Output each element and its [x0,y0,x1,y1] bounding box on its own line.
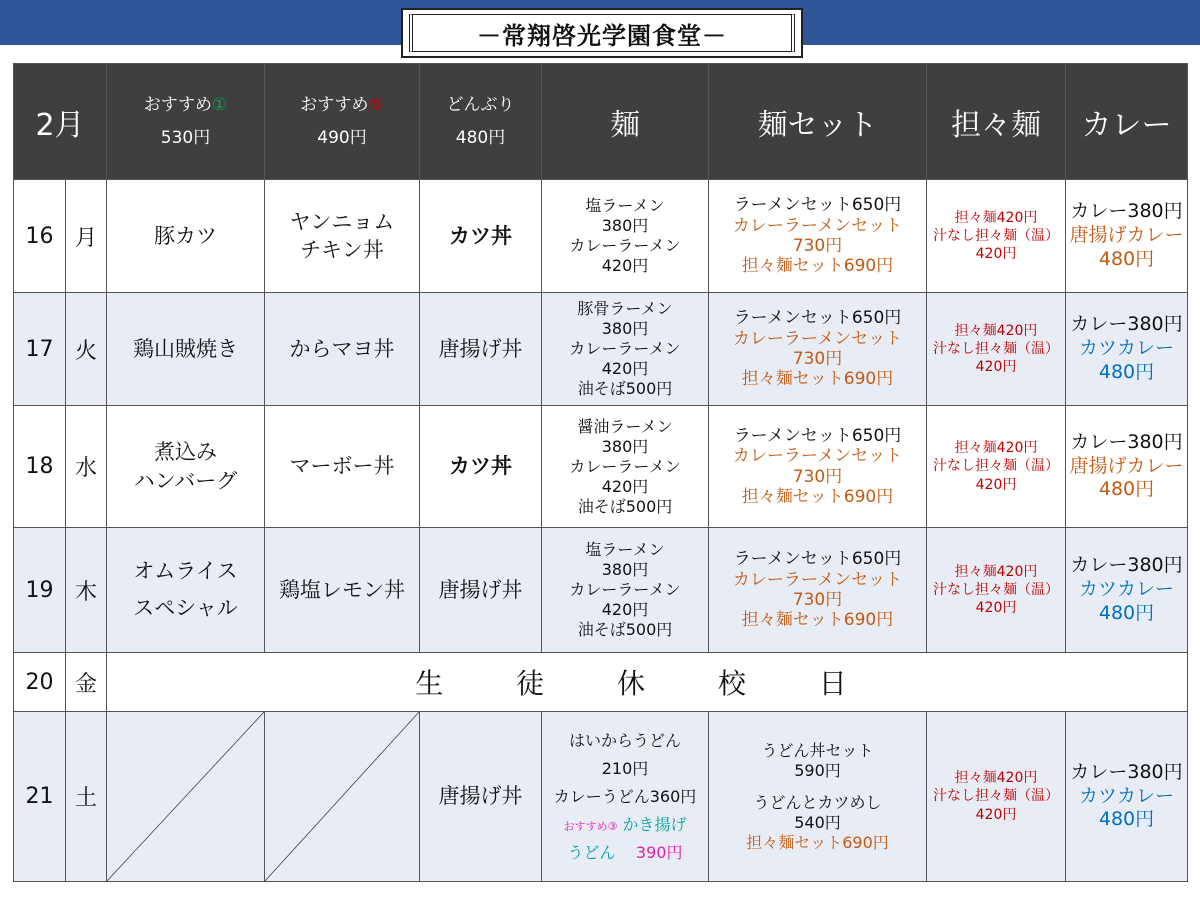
donburi-cell: 唐揚げ丼 [420,712,542,882]
men-item: 醤油ラーメン [577,416,673,436]
osusume5-cell [265,293,420,406]
men-cell [542,528,709,653]
curry-item: 480円 [1098,478,1155,501]
donburi-cell: カツ丼 [420,406,542,528]
curry-item: カツカレー [1078,578,1174,601]
tantan-item: 420円 [975,806,1017,823]
osusume1-dish: 豚カツ [154,223,217,248]
men-item: 塩ラーメン [585,196,665,215]
curry-item: 480円 [1098,808,1155,831]
osusume3-name: かき揚げ [622,814,687,834]
men-item: 豚骨ラーメン [577,299,673,318]
set-item: ラーメンセット650円 [733,308,902,329]
donburi-cell: 唐揚げ丼 [420,293,542,406]
osusume1-empty-cell [107,712,265,882]
osusume5-dish: マーボー丼 [289,454,395,479]
tantan-item: 汁なし担々麺（温） [933,458,1059,475]
osusume5-cell [265,180,420,293]
set-item: カレーラーメンセット [732,215,903,236]
men-cell [542,180,709,293]
set-item: うどんとカツめし [753,792,882,812]
set-item: 590円 [794,760,841,780]
set-item: 730円 [792,349,843,369]
osusume5-dish: 鶏塩レモン丼 [279,577,405,602]
men-item: 油そば500円 [577,379,673,398]
osusume1-dish: オムライス [133,559,238,584]
set-item: カレーラーメンセット [732,446,903,467]
osusume3-price: 390円 [635,842,683,862]
menset-cell [709,528,927,653]
men-cell [542,293,709,406]
curry-item: カレー380円 [1070,430,1183,453]
table-row [14,406,1188,528]
men-item: カレーラーメン [569,580,681,599]
set-item: ラーメンセット650円 [733,195,902,216]
tantan-item: 汁なし担々麺（温） [933,788,1059,805]
men-item: 塩ラーメン [585,540,665,559]
curry-item: 480円 [1098,360,1155,383]
curry-item: カツカレー [1078,337,1174,360]
osusume5-dish: からマヨ丼 [289,336,395,361]
osusume5-mark: ⑤ [368,95,384,116]
page-title: －常翔啓光学園食堂－ [409,14,795,52]
tantan-item: 汁なし担々麺（温） [933,581,1059,598]
curry-item: 480円 [1098,601,1155,624]
tantan-item: 汁なし担々麺（温） [933,227,1059,244]
tantan-header: 担々麺 [927,64,1066,180]
curry-item: 480円 [1098,247,1155,270]
tantan-item: 担々麺420円 [954,440,1038,457]
curry-item: カツカレー [1078,784,1174,807]
osusume3-tag: おすすめ③ [563,819,618,833]
menset-cell [709,180,927,293]
osusume5-dish: チキン丼 [300,238,384,262]
osusume1-dish: 煮込み [154,440,217,465]
osusume1-dish: 鶏山賊焼き [133,336,238,361]
day-of-week: 水 [66,406,107,528]
tantan-item: 420円 [975,359,1017,376]
men-item: 210円 [601,758,649,778]
day-of-week: 月 [66,180,107,293]
men-cell [542,406,709,528]
set-item: 担々麺セット690円 [741,486,894,507]
men-item: 420円 [601,600,649,619]
osusume1-price: 530円 [160,127,211,148]
men-osusume-line [542,839,708,867]
osusume5-header [265,64,420,180]
men-header: 麺 [542,64,709,180]
set-item: 540円 [794,812,841,832]
donburi-cell: カツ丼 [420,180,542,293]
men-item: 420円 [601,476,649,496]
men-item: 380円 [601,436,649,456]
osusume5-empty-cell [265,712,420,882]
curry-item: カレー380円 [1070,760,1183,783]
curry-item: カレー380円 [1070,313,1183,336]
osusume5-label: おすすめ [300,95,369,116]
curry-item: カレー380円 [1070,554,1183,577]
donburi-header [420,64,542,180]
men-item: 420円 [601,359,649,378]
osusume1-header [107,64,265,180]
set-item: 担々麺セット690円 [741,369,894,390]
curry-header: カレー [1066,64,1188,180]
holiday-notice: 生 徒 休 校 日 [107,653,1188,712]
men-item: 油そば500円 [577,620,673,639]
men-osusume-line [542,811,708,839]
curry-cell [1066,406,1188,528]
table-row [14,180,1188,293]
men-item: はいからうどん [568,730,681,750]
men-item: カレーラーメン [569,236,681,255]
osusume1-cell [107,528,265,653]
osusume5-price: 490円 [317,127,367,148]
day-of-week: 金 [66,653,107,712]
tantan-cell [927,293,1066,406]
set-item: ラーメンセット650円 [733,549,902,570]
osusume1-cell [107,180,265,293]
osusume5-cell [265,528,420,653]
set-item: カレーラーメンセット [732,569,903,590]
men-item: 380円 [601,560,649,579]
curry-item: 唐揚げカレー [1069,454,1184,477]
menu-table [13,63,1188,882]
day-number: 21 [14,712,66,882]
day-number: 18 [14,406,66,528]
tantan-item: 420円 [975,600,1017,617]
curry-cell [1066,528,1188,653]
day-number: 19 [14,528,66,653]
tantan-cell [927,712,1066,882]
diagonal-strike [265,712,419,881]
osusume1-cell [107,406,265,528]
curry-cell [1066,180,1188,293]
men-item: 380円 [601,216,649,235]
tantan-item: 担々麺420円 [954,770,1038,787]
men-item: 380円 [601,319,649,338]
curry-item: 唐揚げカレー [1069,224,1184,247]
donburi-label: どんぶり [446,95,515,116]
tantan-item: 担々麺420円 [954,209,1038,226]
men-cell [542,712,709,882]
set-item: うどん丼セット [761,740,874,760]
men-item: 油そば500円 [577,496,673,516]
tantan-item: 汁なし担々麺（温） [933,340,1059,357]
tantan-cell [927,406,1066,528]
day-of-week: 木 [66,528,107,653]
tantan-cell [927,528,1066,653]
set-item: 730円 [792,590,843,610]
donburi-price: 480円 [455,127,506,148]
menset-cell [709,406,927,528]
day-number: 17 [14,293,66,406]
day-of-week: 土 [66,712,107,882]
set-item: ラーメンセット650円 [733,425,902,446]
men-item: カレーラーメン [569,456,681,476]
table-row [14,528,1188,653]
set-item: 担々麺セット690円 [741,256,894,277]
set-item: カレーラーメンセット [732,328,903,349]
diagonal-strike [107,712,264,881]
tantan-item: 420円 [975,246,1017,263]
osusume1-dish: ハンバーグ [133,468,238,493]
tantan-item: 420円 [975,476,1017,493]
set-item: 担々麺セット690円 [746,832,889,852]
header-row [14,64,1188,180]
men-item: カレーラーメン [569,339,681,358]
donburi-cell: 唐揚げ丼 [420,528,542,653]
day-number: 16 [14,180,66,293]
menset-header: 麺セット [709,64,927,180]
osusume1-label: おすすめ [143,95,212,116]
day-of-week: 火 [66,293,107,406]
tantan-item: 担々麺420円 [954,322,1038,339]
title-frame [401,8,803,58]
osusume1-dish: スペシャル [133,596,238,620]
set-item: 730円 [792,236,843,256]
curry-item: カレー380円 [1070,200,1183,223]
osusume1-cell [107,293,265,406]
tantan-cell [927,180,1066,293]
curry-cell [1066,293,1188,406]
men-item: カレーうどん360円 [553,786,697,806]
table-row [14,712,1188,882]
osusume5-cell [265,406,420,528]
menset-cell [709,293,927,406]
table-row [14,293,1188,406]
tantan-item: 担々麺420円 [954,563,1038,580]
curry-cell [1066,712,1188,882]
menset-cell [709,712,927,882]
table-row [14,653,1188,712]
day-number: 20 [14,653,66,712]
osusume1-mark: ① [211,95,228,116]
osusume3-name: うどん [567,842,616,862]
month-header: 2月 [14,64,107,180]
osusume5-dish: ヤンニョム [289,209,395,234]
set-item: 担々麺セット690円 [741,610,894,631]
men-item: 420円 [601,256,649,275]
set-item: 730円 [792,466,843,487]
